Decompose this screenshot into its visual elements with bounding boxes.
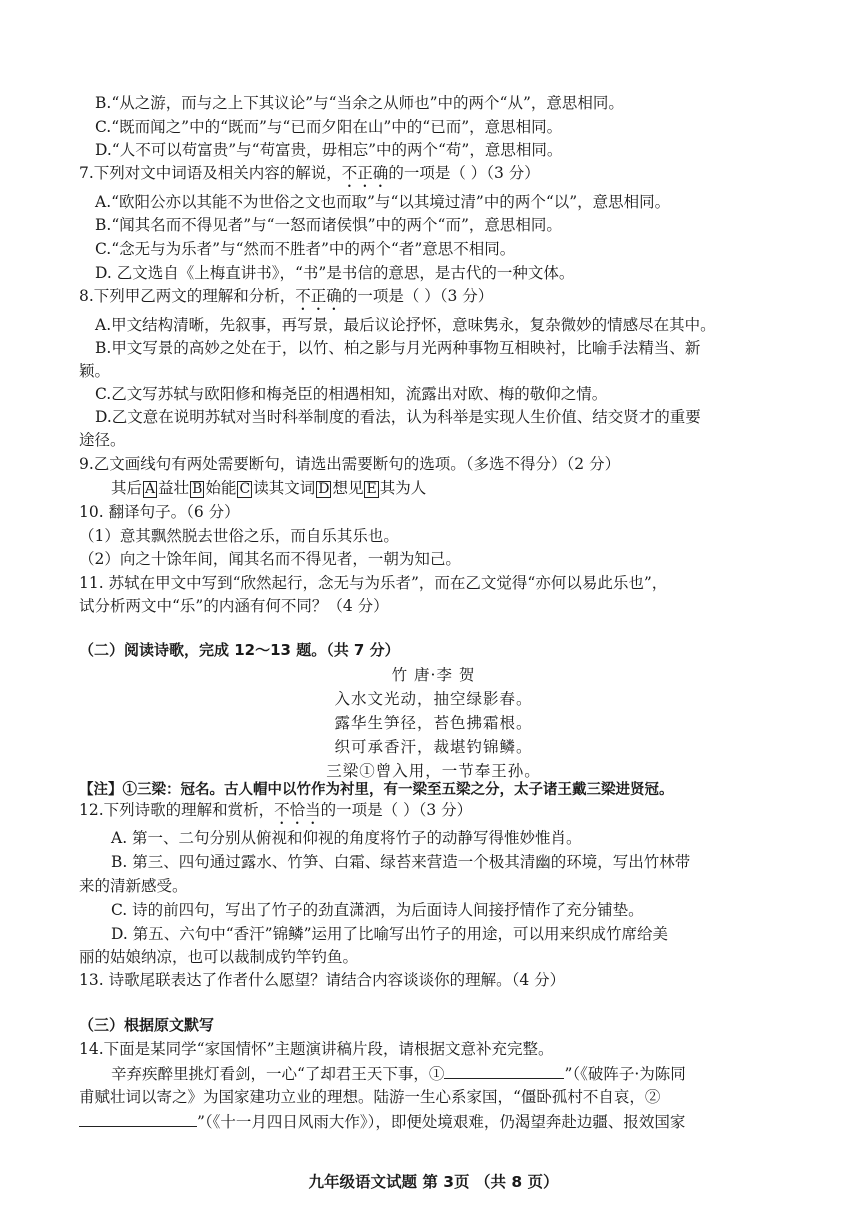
question-11: 11. 苏轼在甲文中写到“欣然起行，念无与为乐者”，而在乙文觉得“亦何以易此乐也”，	[79, 574, 668, 592]
question-13: 13. 诗歌尾联表达了作者什么愿望？请结合内容谈谈你的理解。（4 分）	[79, 971, 566, 989]
q12-option-b: B. 第三、四句通过露水、竹笋、白霜、绿苔来营造一个极其清幽的环境，写出竹林带	[111, 853, 691, 871]
q12-option-c: C. 诗的前四句，写出了竹子的劲直潇洒，为后面诗人间接抒情作了充分铺垫。	[111, 901, 644, 919]
q14-passage-line-2: 甫赋壮词以寄之》为国家建功立业的理想。陆游一生心系家国，“僵卧孤村不自哀，②	[79, 1088, 661, 1106]
q9-choice-c: C	[239, 481, 251, 497]
q9-choice-e: E	[366, 481, 377, 497]
q7-option-c: C.“念无与为乐者”与“然而不胜者”中的两个“者”意思不相同。	[95, 240, 516, 258]
q9-segment: 读其文词	[253, 479, 316, 497]
q9-segment: 其为人	[379, 479, 427, 497]
q9-sentence	[111, 477, 426, 499]
blank-2[interactable]	[79, 1110, 197, 1127]
q7-emphasis: 不正确	[341, 164, 389, 182]
q8-stem: 8.下列甲乙两文的理解和分析，	[79, 287, 296, 305]
question-11-cont: 试分析两文中“乐”的内涵有何不同？（4 分）	[79, 597, 389, 615]
q9-choice-a: A	[145, 481, 156, 497]
blank-1[interactable]	[444, 1062, 564, 1079]
q10-item-1: （1）意其飘然脱去世俗之乐，而自乐其乐也。	[79, 527, 399, 545]
q8-option-c: C.乙文写苏轼与欧阳修和梅尧臣的相遇相知，流露出对欧、梅的敬仰之情。	[95, 385, 608, 403]
q12-emphasis: 不恰当	[274, 801, 321, 819]
q8-stem-end: 的一项是（ ）（3 分）	[341, 287, 494, 305]
q6-option-d: D.“人不可以苟富贵”与“苟富贵，毋相忘”中的两个“苟”，意思相同。	[95, 141, 563, 159]
q8-option-b-cont: 颖。	[79, 362, 111, 380]
page-footer: 九年级语文试题 第 3页 （共 8 页）	[308, 1173, 559, 1191]
q14-text: ”（《破阵子·为陈同	[564, 1065, 686, 1083]
poem-line-1: 入水文光动，抽空绿影春。	[334, 690, 533, 708]
q12-option-d-cont: 丽的姑娘纳凉，也可以裁制成钓竿钓鱼。	[79, 948, 359, 966]
question-14: 14.下面是某同学“家国情怀”主题演讲稿片段，请根据文意补充完整。	[79, 1040, 554, 1058]
q7-option-d: D. 乙文选自《上梅直讲书》，“书”是书信的意思，是古代的一种文体。	[95, 264, 575, 282]
q12-stem: 12.下列诗歌的理解和赏析，	[79, 801, 275, 819]
question-10: 10. 翻译句子。（6 分）	[79, 503, 240, 521]
q10-item-2: （2）向之十馀年间，闻其名而不得见者，一朝为知己。	[79, 550, 461, 568]
poem-title: 竹 唐·李 贺	[391, 666, 476, 684]
q7-option-b: B.“闻其名而不得见者”与“一怒而诸侯惧”中的两个“而”，意思相同。	[95, 216, 562, 234]
q14-text: ”（《十一月四日风雨大作》），即便处境艰难，仍渴望奔赴边疆、报效国家	[197, 1113, 686, 1131]
section-2-heading: （二）阅读诗歌，完成 12～13 题。（共 7 分）	[79, 641, 400, 659]
q6-option-c: C.“既而闻之”中的“既而”与“已而夕阳在山”中的“已而”，意思相同。	[95, 118, 563, 136]
q9-segment: 其后	[111, 479, 143, 497]
q14-passage-line-1	[111, 1062, 686, 1085]
q8-option-d-cont: 途径。	[79, 431, 126, 449]
q7-stem-end: 的一项是（ ）（3 分）	[388, 164, 540, 182]
question-8	[79, 285, 493, 314]
q6-option-b: B.“从之游，而与之上下其议论”与“当余之从师也”中的两个“从”，意思相同。	[95, 94, 624, 112]
q12-option-d: D. 第五、六句中“香汗”锦鳞”运用了比喻写出竹子的用途，可以用来织成竹席给美	[111, 925, 669, 943]
q9-choice-d: D	[318, 481, 330, 497]
q8-option-d: D.乙文意在说明苏轼对当时科举制度的看法，认为科举是实现人生价值、结交贤才的重要	[95, 408, 701, 426]
poem-line-4: 三梁①曾入用，一节奉王孙。	[326, 762, 541, 780]
poem-line-2: 露华生笋径，苔色拂霜根。	[334, 714, 533, 732]
section-3-heading: （三）根据原文默写	[79, 1016, 215, 1034]
q9-segment: 益壮	[158, 479, 190, 497]
q12-stem-end: 的一项是（ ）（3 分）	[320, 801, 473, 819]
q8-option-b: B.甲文写景的高妙之处在于，以竹、柏之影与月光两种事物互相映衬，比喻手法精当、新	[95, 339, 701, 357]
question-12	[79, 799, 472, 828]
q12-option-b-cont: 来的清新感受。	[79, 877, 188, 895]
q14-text: 辛弃疾醉里挑灯看剑，一心“了却君王天下事，①	[111, 1065, 445, 1083]
q8-option-a: A.甲文结构清晰，先叙事，再写景，最后议论抒怀，意味隽永，复杂微妙的情感尽在其中。	[95, 316, 716, 334]
poem-line-3: 织可承香汗，裁堪钓锦鳞。	[334, 738, 533, 756]
q9-choice-b: B	[192, 481, 203, 497]
q7-option-a: A.“欧阳公亦以其能不为世俗之文也而取”与“以其境过清”中的两个“以”，意思相同。	[95, 193, 671, 211]
question-7	[79, 162, 540, 191]
q8-emphasis: 不正确	[295, 287, 342, 305]
question-9: 9.乙文画线句有两处需要断句，请选出需要断句的选项。（多选不得分）（2 分）	[79, 455, 621, 473]
q12-option-a: A. 第一、二句分别从俯视和仰视的角度将竹子的动静写得惟妙惟肖。	[111, 829, 582, 847]
q14-passage-line-3	[79, 1110, 685, 1133]
q7-stem: 7.下列对文中词语及相关内容的解说，	[79, 164, 342, 182]
q9-segment: 想见	[332, 479, 364, 497]
poem-note: 【注】①三梁：冠名。古人帽中以竹作为衬里，有一梁至五梁之分，太子诸王戴三梁进贤冠。	[79, 781, 674, 798]
q9-segment: 始能	[205, 479, 237, 497]
